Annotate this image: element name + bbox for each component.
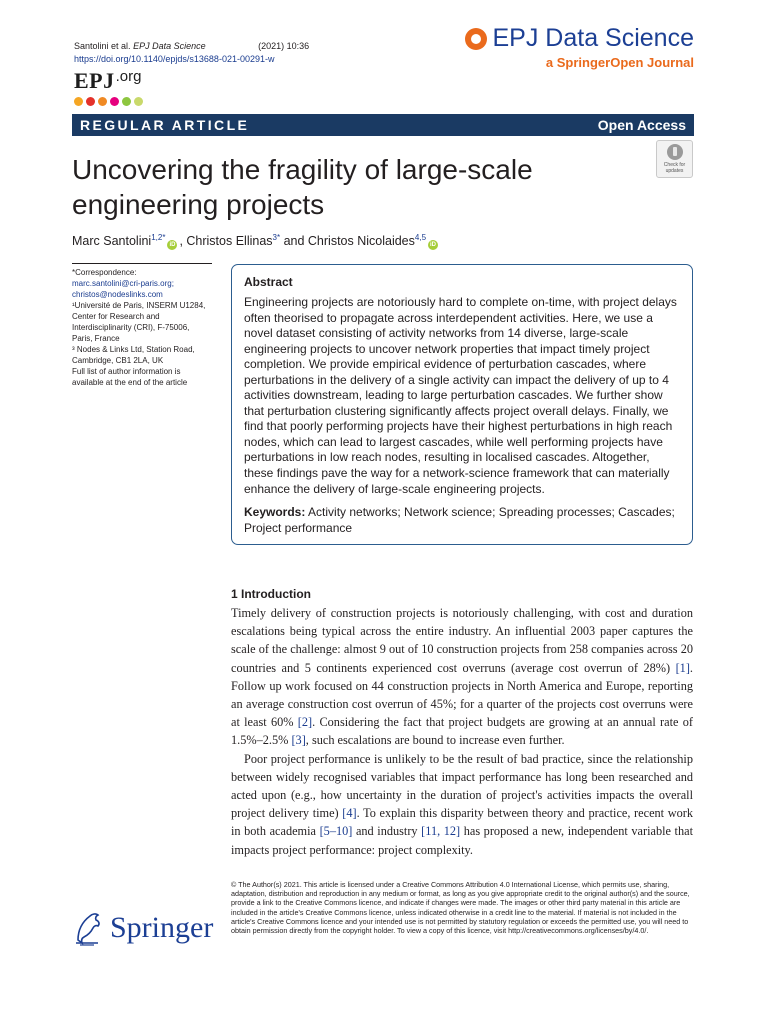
epj-logo-dots bbox=[74, 97, 143, 106]
epj-logo bbox=[74, 68, 141, 94]
author-separator: and bbox=[280, 234, 308, 248]
citation-link[interactable]: [1] bbox=[675, 660, 690, 675]
check-for-updates-button[interactable] bbox=[656, 140, 693, 178]
paragraph-text: Timely delivery of construction projects is notoriously challenging, with cost and duration escalations being typical across the entire industry. An influential 2003 paper captures the scale of the challenge: almost 9 out of 10 construction projects from 258 companies across 20 countries and 5 continents experienced cost overruns (average cost overrun of 28%) bbox=[231, 606, 693, 675]
journal-subtitle: a SpringerOpen Journal bbox=[545, 55, 694, 70]
orcid-icon[interactable]: iD bbox=[169, 242, 176, 248]
paragraph-text: and industry bbox=[352, 824, 422, 839]
header-authors: Santolini et al. bbox=[74, 41, 131, 51]
running-header bbox=[74, 40, 309, 66]
abstract-box bbox=[231, 264, 693, 545]
article-title: Uncovering the fragility of large-scale engineering projects bbox=[72, 154, 533, 220]
license-notice: © The Author(s) 2021. This article is licensed under a Creative Commons Attribution 4.0 International License, which permits use, sharing, adaptation, distribution and reproduction in any medium or format, as long as you give appropriate credit to the original author(s) and the source, provide a link to the Creative Commons licence, and indicate if changes were made. The images or other third party material in this article are included in the article's Creative Commons licence, unless indicated otherwise in a credit line to the material. If material is not included in the article's Creative Commons licence and your intended use is not permitted by statutory regulation or exceeds the permitted use, you will need to obtain permission directly from the copyright holder. To view a copy of this licence, visit http://creativecommons.org/licenses/by/4.0/. bbox=[231, 880, 690, 936]
article-type: REGULAR ARTICLE bbox=[80, 117, 250, 133]
epj-logo-org: .org bbox=[115, 68, 142, 85]
paragraph-text: , such escalations are bound to increase even further. bbox=[305, 733, 565, 748]
springeropen-swirl-icon bbox=[465, 28, 487, 50]
journal-brand-name bbox=[465, 24, 695, 53]
author-affiliation-marker[interactable]: 3* bbox=[272, 233, 281, 242]
author-name[interactable]: Christos Ellinas bbox=[186, 234, 273, 248]
header-page: 10:36 bbox=[286, 41, 310, 51]
author-name[interactable]: Christos Nicolaides bbox=[307, 234, 415, 248]
paragraph-text: . Considering the fact that project budgets are growing at an annual rate of 1.5%–2.5% bbox=[231, 715, 693, 748]
header-year: (2021) bbox=[258, 41, 285, 51]
keywords-list: Activity networks; Network science; Spreading processes; Cascades; Project performance bbox=[244, 505, 675, 535]
author-info-note: Full list of author information is available at the end of the article bbox=[72, 367, 188, 387]
affiliation: ³ Nodes & Links Ltd, Station Road, Cambridge, CB1 2LA, UK bbox=[72, 345, 195, 365]
paragraph-text: has proposed a new, independent variable that impacts project performance: project complexity. bbox=[231, 824, 693, 857]
citation-link[interactable]: [3] bbox=[291, 733, 306, 748]
bookmark-icon bbox=[667, 144, 683, 160]
logo-dot bbox=[98, 97, 107, 106]
journal-name: EPJ Data Science bbox=[492, 24, 694, 52]
check-for-updates-label: Check for updates bbox=[663, 162, 686, 174]
logo-dot bbox=[74, 97, 83, 106]
springer-logo bbox=[72, 910, 213, 946]
citation-link[interactable]: [11, 12] bbox=[421, 824, 461, 839]
logo-dot bbox=[122, 97, 131, 106]
keywords-label: Keywords: bbox=[244, 505, 306, 520]
author-separator: , bbox=[179, 234, 187, 248]
logo-dot bbox=[86, 97, 95, 106]
affiliation-sidebar bbox=[72, 263, 212, 388]
keywords bbox=[244, 505, 680, 536]
article-type-bar bbox=[72, 114, 694, 136]
author-affiliation-marker[interactable]: 4,5 bbox=[414, 233, 427, 242]
paragraph bbox=[231, 604, 693, 750]
doi-link[interactable]: https://doi.org/10.1140/epjds/s13688-021-00291-w bbox=[74, 54, 275, 64]
correspondence-label: *Correspondence: bbox=[72, 268, 137, 277]
springer-wordmark: Springer bbox=[110, 911, 214, 944]
author-name[interactable]: Marc Santolini bbox=[72, 234, 152, 248]
author-list bbox=[72, 233, 440, 250]
abstract-heading: Abstract bbox=[244, 275, 293, 289]
citation-link[interactable]: [5–10] bbox=[319, 824, 353, 839]
paragraph-text: Poor project performance is unlikely to be the result of bad practice, since the relationship between widely recognised variables that impact performance has long been researched and acted upon (e.g., how uncertainty in the duration of project's activities impacts the overall project delivery time) bbox=[231, 751, 693, 821]
epj-logo-text: EPJ bbox=[74, 68, 115, 93]
paragraph-text: . Follow up work focused on 44 construction projects in North America and Europe, reporting an average construction cost overrun of 45%; for a quarter of the projects cost overruns were at least 60% bbox=[231, 660, 693, 730]
journal-brand bbox=[465, 24, 695, 70]
springer-horse-icon bbox=[72, 910, 104, 946]
body-text bbox=[231, 604, 693, 859]
affiliation: ¹Université de Paris, INSERM U1284, Center for Research and Interdisciplinarity (CRI), F-75006, Paris, France bbox=[72, 301, 206, 343]
logo-dot bbox=[110, 97, 119, 106]
logo-dot bbox=[134, 97, 143, 106]
open-access-label: Open Access bbox=[597, 117, 686, 133]
citation-link[interactable]: [4] bbox=[342, 806, 357, 821]
correspondence-email[interactable]: marc.santolini@cri-paris.org; bbox=[72, 279, 174, 288]
paragraph bbox=[231, 750, 693, 859]
orcid-icon[interactable]: iD bbox=[430, 242, 437, 248]
citation-link[interactable]: [2] bbox=[297, 715, 313, 730]
abstract-text: Engineering projects are notoriously hard to complete on-time, with project delays often theorised to propagate across interdependent activities. Here, we use a novel dataset consisting of activity networks from 14 diverse, large-scale engineering projects to uncover network properties that impact timely project completion. We provide empirical evidence of perturbation cascades, where perturbations in the delivery of a single activity can impact the delivery of up to 4 activities downstream, leading to large perturbation cascades. We further show that perturbation clustering significantly affects project overall delays. Finally, we find that poorly performing projects have their highest perturbations in high reach nodes, which can lead to largest cascades, while well performing projects have perturbations in low reach nodes, resulting in localised cascades. Altogether, these findings pave the way for a network-science framework that can materially enhance the delivery of large-scale engineering projects. bbox=[244, 295, 677, 496]
correspondence-email[interactable]: christos@nodeslinks.com bbox=[72, 290, 163, 299]
author-affiliation-marker[interactable]: 1,2* bbox=[151, 233, 166, 242]
header-journal: EPJ Data Science bbox=[133, 41, 206, 51]
section-heading: 1 Introduction bbox=[231, 587, 311, 601]
paragraph-text: . To explain this disparity between theory and practice, recent work in both academia bbox=[231, 806, 693, 839]
